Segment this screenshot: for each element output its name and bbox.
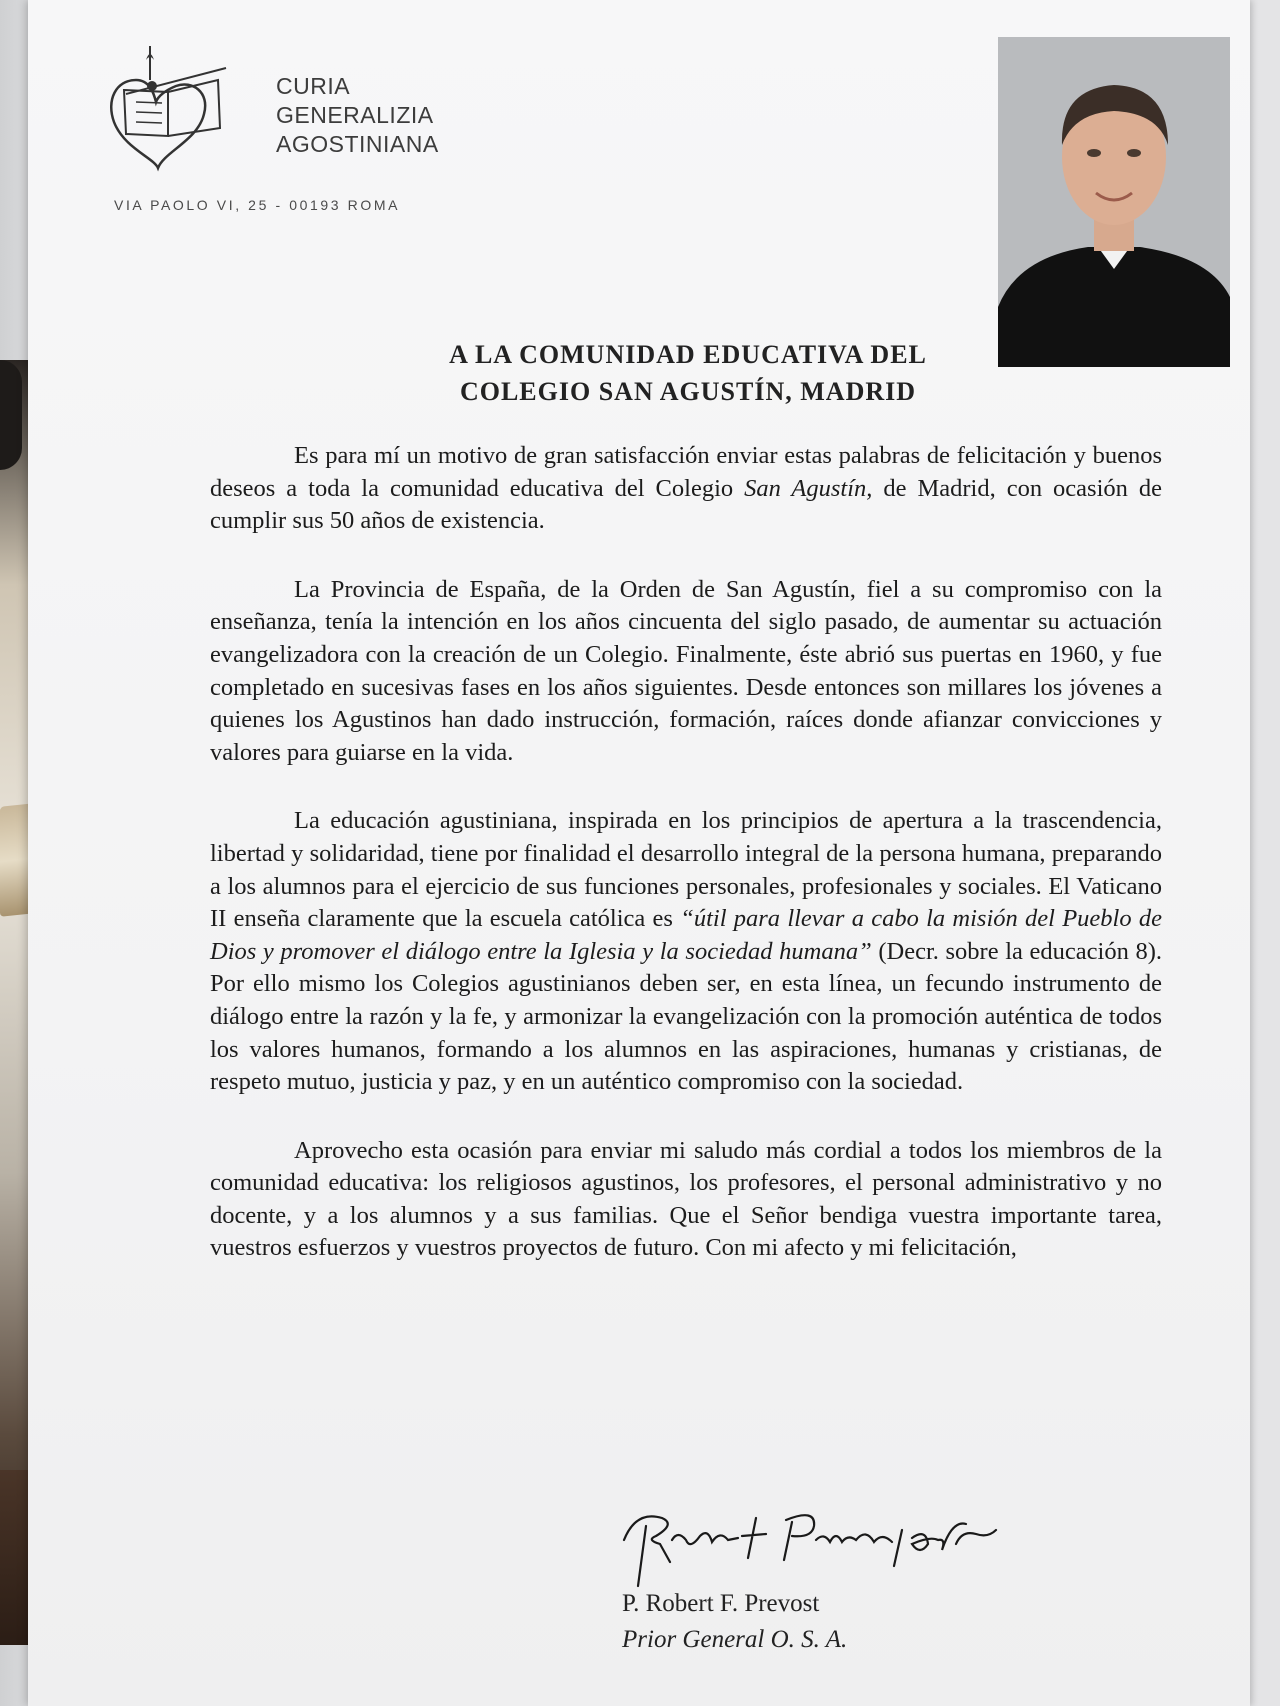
title-line-2: COLEGIO SAN AGUSTÍN, MADRID	[459, 377, 917, 406]
letterhead-address: VIA PAOLO VI, 25 - 00193 ROMA	[114, 197, 401, 213]
italic-run: San Agustín,	[744, 474, 873, 502]
letterhead-organization	[276, 72, 439, 159]
portrait-illustration	[998, 37, 1230, 367]
background-statue-head	[0, 360, 22, 470]
quote-run: “útil para llevar a cabo la misión del Pueblo de Dios y promover el diálogo entre la Iglesia y la sociedad humana”	[210, 905, 1162, 965]
text-run: (Decr. sobre la educación 8). Por ello mismo los Colegios agustinianos deben ser, en esta línea, un fecundo instrumento de diálogo entre la razón y la fe, y armonizar la evangelización con la promoción auténtica de todos los valores humanos, formando a los alumnos en las aspiraciones, humanas y cristianas, de respeto mutuo, justicia y paz, y en un auténtico compromiso con la sociedad.	[210, 937, 1162, 1096]
signer-block	[622, 1586, 847, 1658]
text-run: de Madrid, con ocasión de cumplir sus 50 años de existencia.	[210, 474, 1162, 535]
letter-page	[28, 0, 1250, 1706]
org-line: AGOSTINIANA	[276, 131, 439, 157]
org-line: CURIA	[276, 73, 351, 99]
text-run: Es para mí un motivo de gran satisfacción enviar estas palabras de felicitación y buenos deseos a toda la comunidad educativa del Colegio	[210, 442, 1162, 502]
letter-body	[210, 440, 1162, 1301]
portrait-photo	[998, 37, 1230, 367]
signer-role: Prior General O. S. A.	[622, 1626, 848, 1653]
letter-title	[388, 336, 988, 410]
paragraph-3	[210, 805, 1162, 1098]
paragraph-2: La Provincia de España, de la Orden de San Agustín, fiel a su compromiso con la enseñanza, tenía la intención en los años cincuenta del siglo pasado, de aumentar su actuación evangelizadora con la creación de un Colegio. Finalmente, éste abrió sus puertas en 1960, y fue completado en sucesivas fases en los años siguientes. Desde entonces son millares los jóvenes a quienes los Agustinos han dado instrucción, formación, raíces donde afianzar convicciones y valores para guiarse en la vida.	[210, 575, 1162, 766]
augustinian-heart-book-icon	[106, 40, 236, 180]
paragraph-1	[210, 440, 1162, 538]
title-line-1: A LA COMUNIDAD EDUCATIVA DEL	[449, 340, 927, 369]
paragraph-4: Aprovecho esta ocasión para enviar mi saludo más cordial a todos los miembros de la comunidad educativa: los religiosos agustinos, los profesores, el personal administrativo y no docente, y a los alumnos y a sus familias. Que el Señor bendiga vuestra importante tarea, vuestros esfuerzos y vuestros proyectos de futuro. Con mi afecto y mi felicitación,	[210, 1136, 1162, 1262]
text-run: La educación agustiniana, inspirada en los principios de apertura a la trascendencia, libertad y solidaridad, tiene por finalidad el desarrollo integral de la persona humana, preparando a los alumnos para el ejercicio de sus funciones personales, profesionales y sociales. El Vaticano II enseña claramente que la escuela católica es	[210, 807, 1162, 933]
handwritten-signature	[616, 1500, 1016, 1590]
signer-name: P. Robert F. Prevost	[622, 1590, 820, 1617]
org-line: GENERALIZIA	[276, 102, 434, 128]
